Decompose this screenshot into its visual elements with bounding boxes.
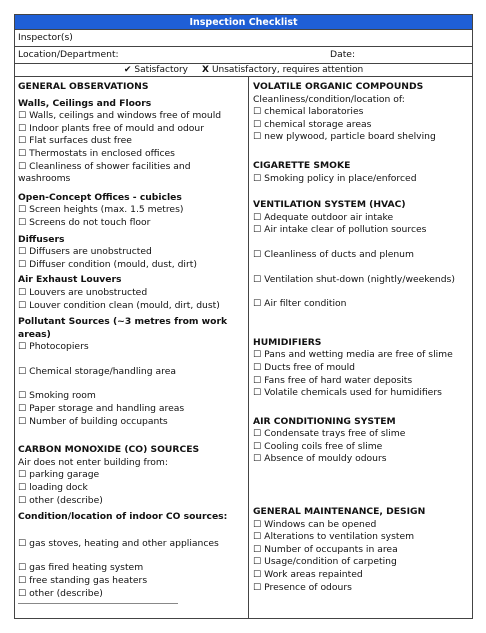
checkbox-icon[interactable]: ☐ <box>253 518 262 530</box>
checkbox-icon[interactable]: ☐ <box>253 248 262 260</box>
checklist-item[interactable]: ☐ Indoor plants free of mould and odour <box>18 122 205 134</box>
checkbox-icon[interactable]: ☐ <box>18 341 27 353</box>
subsection-heading: Condition/location of indoor CO sources: <box>18 511 228 523</box>
checklist-item[interactable]: ☐ Diffuser condition (mould, dust, dirt) <box>18 258 197 270</box>
checkbox-icon[interactable]: ☐ <box>253 374 262 386</box>
checkbox-icon[interactable]: ☐ <box>18 390 27 402</box>
checklist-item[interactable]: ☐ Work areas repainted <box>253 569 363 581</box>
checkbox-icon[interactable]: ☐ <box>18 216 27 228</box>
inspector-label: Inspector(s) <box>18 32 73 43</box>
checklist-item[interactable]: ☐ Screen heights (max. 1.5 metres) <box>18 204 184 216</box>
checkbox-icon[interactable]: ☐ <box>253 118 262 130</box>
legend <box>15 64 472 77</box>
section-heading: CIGARETTE SMOKE <box>253 159 351 171</box>
checkbox-icon[interactable]: ☐ <box>18 415 27 427</box>
checklist-item[interactable]: ☐ Absence of mouldy odours <box>253 453 387 465</box>
checkbox-icon[interactable]: ☐ <box>253 361 262 373</box>
checklist-item[interactable]: ☐ Paper storage and handling areas <box>18 403 185 415</box>
checkbox-icon[interactable]: ☐ <box>253 211 262 223</box>
page-title: Inspection Checklist <box>15 15 472 30</box>
checkbox-icon[interactable]: ☐ <box>18 494 27 506</box>
checklist-item[interactable]: ☐ Fans free of hard water deposits <box>253 374 413 386</box>
section-heading: GENERAL OBSERVATIONS <box>18 81 149 92</box>
checkbox-icon[interactable]: ☐ <box>253 131 262 143</box>
location-field[interactable] <box>15 47 472 64</box>
checkbox-icon[interactable]: ☐ <box>18 469 27 481</box>
checkbox-icon[interactable]: ☐ <box>18 562 27 574</box>
section-heading: CARBON MONOXIDE (CO) SOURCES <box>18 444 200 456</box>
checkbox-icon[interactable]: ☐ <box>253 172 262 184</box>
checkbox-icon[interactable]: ☐ <box>18 122 27 134</box>
checkbox-icon[interactable]: ☐ <box>253 543 262 555</box>
subsection-heading-continued: areas) <box>18 328 51 340</box>
checkbox-icon[interactable]: ☐ <box>253 569 262 581</box>
checklist-item[interactable]: ☐ Adequate outdoor air intake <box>253 211 394 223</box>
checkbox-icon[interactable]: ☐ <box>18 110 27 122</box>
checkbox-icon[interactable]: ☐ <box>18 537 27 549</box>
checkbox-icon[interactable]: ☐ <box>18 286 27 298</box>
checkbox-icon[interactable]: ☐ <box>18 258 27 270</box>
checkbox-icon[interactable]: ☐ <box>18 135 27 147</box>
x-mark-icon: X <box>202 65 209 75</box>
checklist-item[interactable]: ☐ parking garage <box>18 469 100 481</box>
checklist-item[interactable]: ☐ other (describe) <box>18 587 103 599</box>
checklist-item[interactable]: ☐ Condensate trays free of slime <box>253 428 406 440</box>
checklist-item[interactable]: ☐ other (describe) <box>18 494 103 506</box>
checkbox-icon[interactable]: ☐ <box>253 224 262 236</box>
checklist-item[interactable]: ☐ Volatile chemicals used for humidifiers <box>253 387 442 399</box>
checkbox-icon[interactable]: ☐ <box>18 482 27 494</box>
checkbox-icon[interactable]: ☐ <box>18 147 27 159</box>
checklist-item[interactable]: ☐ Ventilation shut-down (nightly/weekends) <box>253 273 455 285</box>
checklist-item[interactable]: ☐ Louver condition clean (mould, dirt, dust) <box>18 299 220 311</box>
checklist-item[interactable]: ☐ Number of occupants in area <box>253 543 398 555</box>
checklist-item[interactable]: ☐ chemical laboratories <box>253 106 364 118</box>
checkbox-icon[interactable]: ☐ <box>253 387 262 399</box>
right-column <box>249 77 472 618</box>
legend-unsatisfactory: Unsatisfactory, requires attention <box>211 65 364 75</box>
checklist-item[interactable]: ☐ Cleanliness of shower facilities and <box>18 160 191 172</box>
checklist-item[interactable]: ☐ gas fired heating system <box>18 562 144 574</box>
checklist-item[interactable]: ☐ Smoking room <box>18 390 96 402</box>
checkbox-icon[interactable]: ☐ <box>18 587 27 599</box>
checklist-item[interactable]: ☐ gas stoves, heating and other appliances <box>18 537 219 549</box>
section-heading: HUMIDIFIERS <box>253 336 322 348</box>
checkmark-icon: ✔ <box>123 65 132 75</box>
checklist-item[interactable]: ☐ Photocopiers <box>18 341 89 353</box>
section-heading: GENERAL MAINTENANCE, DESIGN <box>253 506 426 518</box>
checkbox-icon[interactable]: ☐ <box>18 575 27 586</box>
inspector-field[interactable] <box>15 30 472 47</box>
checklist-item[interactable]: ☐ Cooling coils free of slime <box>253 440 383 452</box>
legend-satisfactory: Satisfactory <box>134 65 188 75</box>
checkbox-icon[interactable]: ☐ <box>18 403 27 415</box>
checkbox-icon[interactable]: ☐ <box>253 440 262 452</box>
checklist-item[interactable]: ☐ Number of building occupants <box>18 415 168 427</box>
checklist-form <box>14 14 473 619</box>
checklist-item[interactable]: ☐ Louvers are unobstructed <box>18 286 148 298</box>
section-heading: AIR CONDITIONING SYSTEM <box>253 415 396 427</box>
checklist-item[interactable]: ☐ Smoking policy in place/enforced <box>253 172 417 184</box>
left-column <box>15 77 249 618</box>
checklist-item[interactable]: ☐ loading dock <box>18 482 88 494</box>
checklist-item[interactable]: ☐ Flat surfaces dust free <box>18 135 132 147</box>
checklist-item[interactable]: ☐ free standing gas heaters <box>18 575 148 586</box>
checklist-item[interactable]: ☐ Walls, ceilings and windows free of mould <box>18 110 222 122</box>
checklist-item[interactable]: ☐ Thermostats in enclosed offices <box>18 147 175 159</box>
subsection-heading: Open-Concept Offices - cubicles <box>18 191 182 203</box>
checklist-item[interactable]: ☐ Screens do not touch floor <box>18 216 151 228</box>
checkbox-icon[interactable]: ☐ <box>253 531 262 543</box>
checkbox-icon[interactable]: ☐ <box>253 349 262 361</box>
checklist-item[interactable]: ☐ Diffusers are unobstructed <box>18 246 152 258</box>
checklist-item[interactable]: ☐ Pans and wetting media are free of slime <box>253 349 453 361</box>
checklist-item[interactable]: ☐ Windows can be opened <box>253 518 377 530</box>
section-intro: Cleanliness/condition/location of: <box>253 93 405 105</box>
checklist-item[interactable]: ☐ new plywood, particle board shelving <box>253 131 436 143</box>
subsection-heading: Air Exhaust Louvers <box>18 274 122 286</box>
checklist-item[interactable]: ☐ Cleanliness of ducts and plenum <box>253 248 414 260</box>
section-heading: VENTILATION SYSTEM (HVAC) <box>253 199 406 211</box>
checkbox-icon[interactable]: ☐ <box>253 273 262 285</box>
subsection-heading: Diffusers <box>18 233 65 245</box>
checklist-item-continued: washrooms <box>18 173 71 185</box>
date-label: Date: <box>330 49 356 60</box>
checkbox-icon[interactable]: ☐ <box>18 204 27 216</box>
checklist-item[interactable]: ☐ Usage/condition of carpeting <box>253 556 397 568</box>
checkbox-icon[interactable]: ☐ <box>253 298 262 310</box>
divider-line <box>18 603 178 604</box>
checklist-columns <box>15 77 472 618</box>
checklist-item[interactable]: ☐ Chemical storage/handling area <box>18 365 176 377</box>
subsection-heading: Walls, Ceilings and Floors <box>18 97 152 109</box>
subsection-heading: Pollutant Sources (~3 metres from work <box>18 316 228 328</box>
checkbox-icon[interactable]: ☐ <box>253 556 262 568</box>
checklist-item[interactable]: ☐ Alterations to ventilation system <box>253 531 415 543</box>
section-heading: VOLATILE ORGANIC COMPOUNDS <box>253 81 424 92</box>
checklist-item[interactable]: ☐ Presence of odours <box>253 581 352 593</box>
checklist-item[interactable]: ☐ Air filter condition <box>253 298 347 310</box>
checkbox-icon[interactable]: ☐ <box>18 246 27 258</box>
location-label: Location/Department: <box>18 49 119 60</box>
checkbox-icon[interactable]: ☐ <box>253 428 262 440</box>
checkbox-icon[interactable]: ☐ <box>18 299 27 311</box>
checkbox-icon[interactable]: ☐ <box>18 160 27 172</box>
checklist-item[interactable]: ☐ Air intake clear of pollution sources <box>253 224 427 236</box>
checkbox-icon[interactable]: ☐ <box>253 453 262 465</box>
checkbox-icon[interactable]: ☐ <box>18 365 27 377</box>
checkbox-icon[interactable]: ☐ <box>253 581 262 593</box>
checklist-item[interactable]: ☐ chemical storage areas <box>253 118 372 130</box>
checklist-item[interactable]: ☐ Ducts free of mould <box>253 361 356 373</box>
section-intro: Air does not enter building from: <box>18 456 168 468</box>
checkbox-icon[interactable]: ☐ <box>253 106 262 118</box>
